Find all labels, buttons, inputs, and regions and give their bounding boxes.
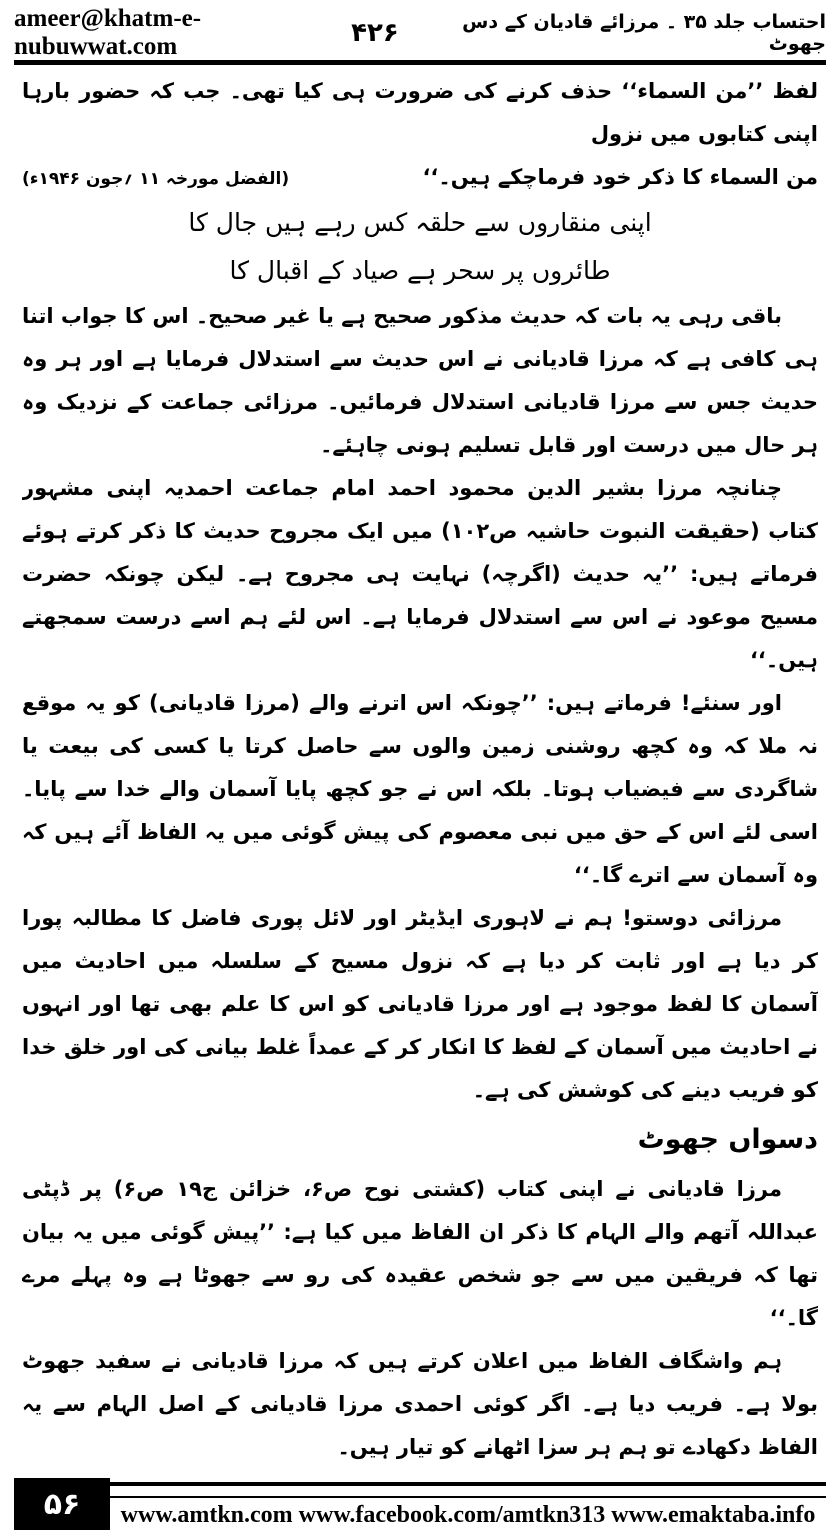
paragraph-3: باقی رہی یہ بات کہ حدیث مذکور صحیح ہے یا غیر صحیح۔ اس کا جواب اتنا ہی کافی ہے کہ مرزا قادیانی نے اس حدیث سے استدلال فرمایا ہے اور ہر وہ حدیث جس سے مرزا قادیانی استدلال فرمائیں۔ مرزائی جماعت کے نزدیک وہ ہر حال میں درست اور قابل تسلیم ہونی چاہئے۔ bbox=[22, 304, 818, 457]
footer-right bbox=[110, 1478, 826, 1530]
header-page-number: ۴۲۶ bbox=[351, 18, 399, 48]
footer-page-number: ۵۶ bbox=[14, 1478, 110, 1530]
citation-alfazl: (الفضل مورخہ ۱۱ ؍جون ۱۹۴۶ء) bbox=[22, 169, 290, 189]
page-header bbox=[14, 5, 826, 60]
paragraph-8: ہم واشگاف الفاظ میں اعلان کرتے ہیں کہ مرزا قادیانی نے سفید جھوٹ بولا ہے۔ فریب دیا ہے۔ اگر کوئی احمدی مرزا قادیانی کے اصل الہام سے یہ الفاظ دکھادے تو ہم ہر سزا اٹھانے کو تیار ہیں۔ bbox=[22, 1349, 818, 1459]
page-footer bbox=[14, 1478, 826, 1530]
paragraph-2: من السماء کا ذکر خود فرماچکے ہیں۔‘‘ bbox=[422, 165, 818, 189]
verse-line-2: طائروں پر سحر ہے صیاد کے اقبال کا bbox=[229, 256, 611, 285]
paragraph-5: اور سنئے! فرماتے ہیں: ’’چونکہ اس اترنے والے (مرزا قادیانی) کو یہ موقع نہ ملا کہ وہ کچھ روشنی زمین والوں سے حاصل کرتا یا کسی کی بیعت یا شاگردی سے فیضیاب ہوتا۔ بلکہ اس نے جو کچھ پایا آسمان والے خدا سے پایا۔ اسی لئے اس کے حق میں نبی معصوم کی پیش گوئی میں یہ الفاظ آئے ہیں کہ وہ آسمان سے اترے گا۔‘‘ bbox=[22, 691, 818, 887]
header-email: ameer@khatm-e-nubuwwat.com bbox=[14, 5, 202, 60]
paragraph-4: چنانچہ مرزا بشیر الدین محمود احمد امام جماعت احمدیہ اپنی مشہور کتاب (حقیقت النبوت حاشیہ ص۱۰۲) میں ایک مجروح حدیث کا ذکر کرتے ہوئے فرماتے ہیں: ’’یہ حدیث (اگرچہ) نہایت ہی مجروح ہے۔ لیکن چونکہ حضرت مسیح موعود نے اس سے استدلال فرمایا ہے۔ اس لئے ہم اسے درست سمجھتے ہیں۔‘‘ bbox=[22, 476, 818, 672]
quote-end-row bbox=[22, 156, 818, 199]
header-title: احتساب جلد ۳۵ ۔ مرزائے قادیان کے دس جھوٹ bbox=[462, 11, 826, 55]
paragraph-6: مرزائی دوستو! ہم نے لاہوری ایڈیٹر اور لائل پوری فاضل کا مطالبہ پورا کر دیا ہے اور ثابت کر دیا ہے کہ نزول مسیح کے سلسلہ میں احادیث میں آسمان کا لفظ موجود ہے اور مرزا قادیانی کو اس کا علم بھی تھا اور انہوں نے احادیث میں آسمان کے لفظ کا انکار کر کے عمداً غلط بیانی کی اور خلق خدا کو فریب دینے کی کوشش کی ہے۔ bbox=[22, 906, 818, 1102]
section-heading: دسواں جھوٹ bbox=[637, 1124, 818, 1155]
page-content bbox=[22, 70, 818, 1465]
header-rule bbox=[14, 60, 826, 65]
footer-urls: www.amtkn.com www.facebook.com/amtkn313 www.emaktaba.info bbox=[120, 1502, 816, 1528]
footer-rule bbox=[110, 1482, 826, 1498]
paragraph-7: مرزا قادیانی نے اپنی کتاب (کشتی نوح ص۶، خزائن ج۱۹ ص۶) پر ڈپٹی عبداللہ آتھم والے الہام کا ذکر ان الفاظ میں کیا ہے: ’’پیش گوئی میں یہ بیان تھا کہ فریقین میں سے جو شخص عقیدہ کی رو سے جھوٹا ہے وہ پہلے مرے گا۔‘‘ bbox=[22, 1177, 818, 1330]
header-title-group bbox=[351, 11, 826, 55]
paragraph-1: لفظ ’’من السماء‘‘ حذف کرنے کی ضرورت ہی کیا تھی۔ جب کہ حضور بارہا اپنی کتابوں میں نزول bbox=[22, 79, 818, 146]
verse-line-1: اپنی منقاروں سے حلقہ کس رہے ہیں جال کا bbox=[188, 208, 652, 237]
